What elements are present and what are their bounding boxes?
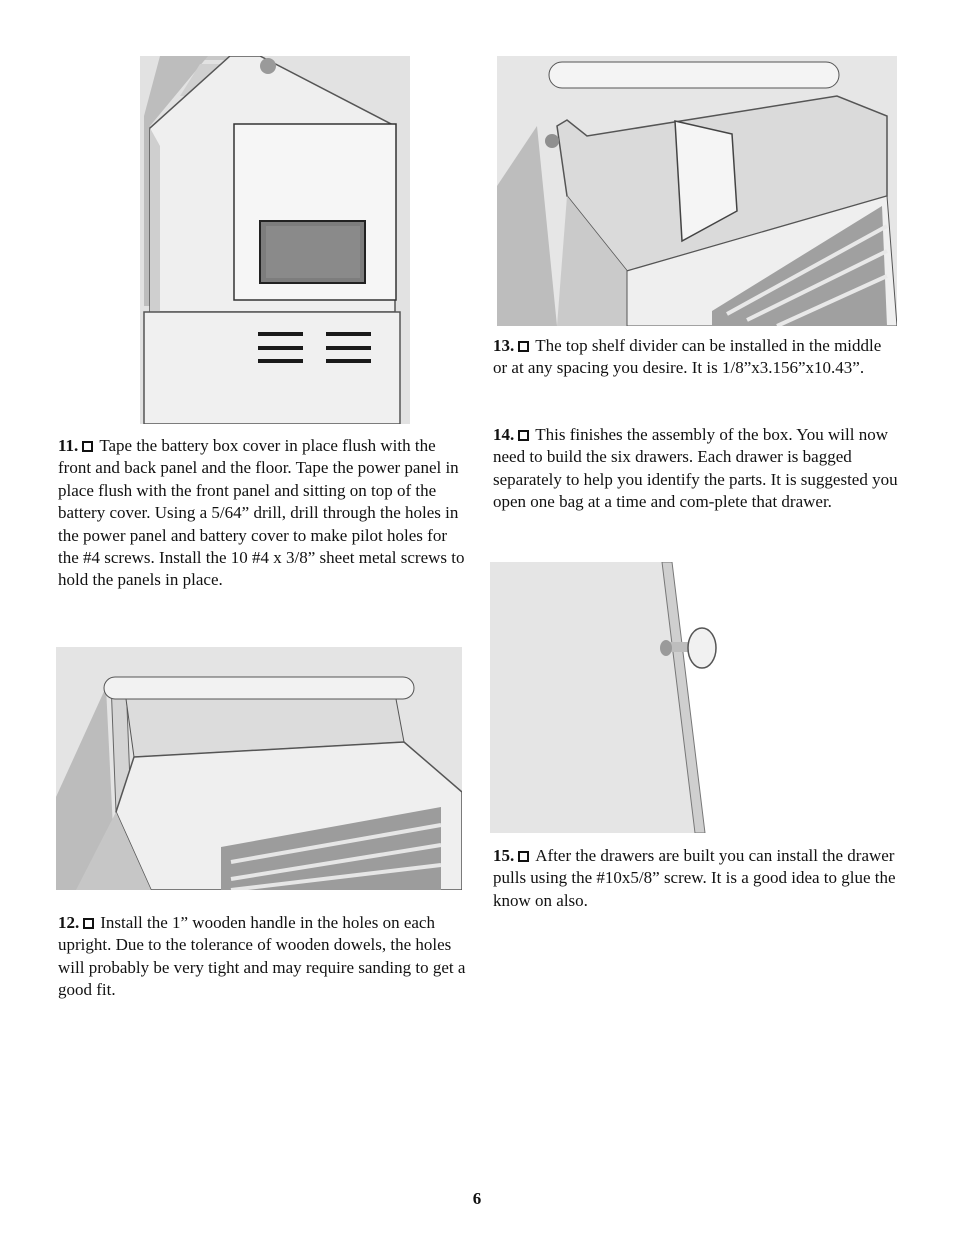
photo-drawer-knob bbox=[490, 562, 718, 833]
step-14 bbox=[493, 424, 898, 514]
step-13 bbox=[493, 335, 898, 380]
checkbox-icon bbox=[82, 441, 93, 452]
checkbox-icon bbox=[518, 851, 529, 862]
photo-battery-box-cover bbox=[140, 56, 410, 424]
step-11 bbox=[58, 435, 468, 592]
step-text: This finishes the assembly of the box. You will now need to build the six drawers. Each drawer is bagged separately to help you identify the parts. It is suggested you open one bag at a time and com-plete that drawer. bbox=[493, 425, 898, 512]
step-text: Install the 1” wooden handle in the holes on each upright. Due to the tolerance of wooden dowels, the holes will probably be very tight and may require sanding to get a good fit. bbox=[58, 913, 466, 1000]
step-text: After the drawers are built you can install the drawer pulls using the #10x5/8” screw. It is a good idea to glue the know on also. bbox=[493, 846, 896, 910]
step-number: 13. bbox=[493, 336, 515, 355]
step-text: Tape the battery box cover in place flush with the front and back panel and the floor. Tape the power panel in place flush with the front panel and sitting on top of the battery cover. Using a 5/64” drill, drill through the holes in the power panel and battery cover to make pilot holes for the #4 screws. Install the 10 #4 x 3/8” sheet metal screws to hold the panels in place. bbox=[58, 436, 465, 590]
step-12 bbox=[58, 912, 468, 1002]
photo-top-shelf-divider bbox=[497, 56, 897, 326]
checkbox-icon bbox=[518, 430, 529, 441]
step-15 bbox=[493, 845, 898, 912]
checkbox-icon bbox=[518, 341, 529, 352]
step-text: The top shelf divider can be installed in the middle or at any spacing you desire. It is 1/8”x3.156”x10.43”. bbox=[493, 336, 882, 378]
step-number: 12. bbox=[58, 913, 80, 932]
checkbox-icon bbox=[83, 918, 94, 929]
step-number: 11. bbox=[58, 436, 79, 455]
step-number: 14. bbox=[493, 425, 515, 444]
page-number: 6 bbox=[472, 1189, 482, 1208]
step-number: 15. bbox=[493, 846, 515, 865]
photo-wooden-handle bbox=[56, 647, 462, 890]
